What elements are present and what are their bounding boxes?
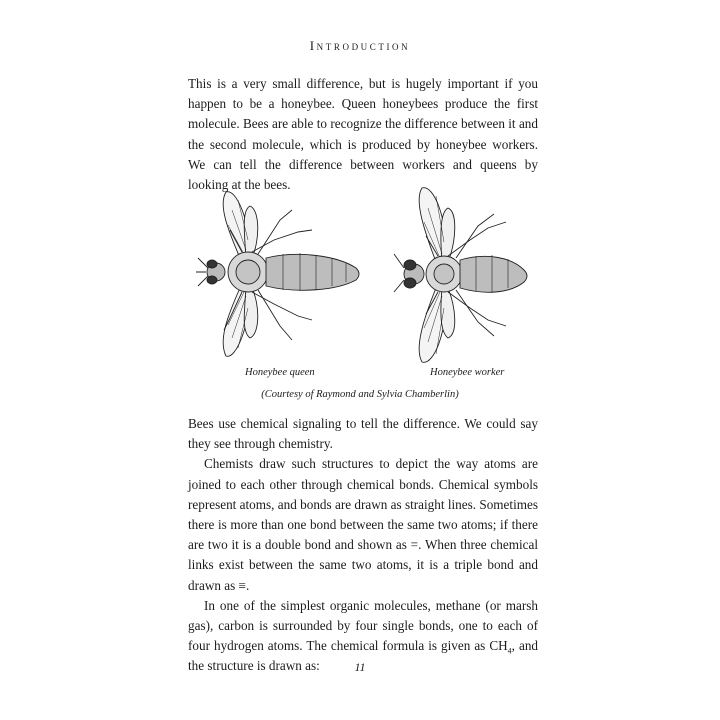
worker-bee-drawing [394, 188, 527, 363]
paragraph-3: Chemists draw such structures to depict the way atoms are joined to each other through chemical bonds. Chemical symbols represent atoms, and bonds are drawn as straight lines. Sometimes there is more than one bond between the same two atoms; if there are two it is a double bond and shown as =. When three chemical links exist between the same two atoms, it is a triple bond and drawn as ≡. [188, 456, 538, 593]
queen-bee-drawing [196, 192, 359, 357]
figure-credit: (Courtesy of Raymond and Sylvia Chamberlin) [261, 389, 459, 400]
paragraphs-body [188, 414, 538, 677]
caption-queen: Honeybee queen [245, 367, 315, 378]
page-number: 11 [354, 660, 366, 674]
running-head [0, 38, 720, 54]
bee-drawings [188, 180, 538, 380]
paragraph-4-start: In one of the simplest organic molecules, methane (or marsh gas), carbon is surrounded by four single bonds, one to each of four hydrogen atoms. The chemical formula is given as CH [188, 597, 538, 654]
paragraph-2: Bees use chemical signaling to tell the difference. We could say they see through chemistry. [188, 416, 538, 452]
methane-subscript: 4 [507, 646, 512, 656]
paragraph-intro [188, 74, 538, 195]
paragraph-1: This is a very small difference, but is hugely important if you happen to be a honeybee. Queen honeybees produce the first molecule. Bees are able to recognize the difference between it and the second molecule, which is produced by honeybee workers. We can tell the difference between workers and queens by looking at the bees. [188, 76, 538, 193]
running-head-text: Introduction [309, 38, 411, 53]
bee-illustration [188, 180, 538, 380]
paragraph-4-end: , and the structure is drawn as: [188, 638, 539, 674]
caption-worker: Honeybee worker [430, 367, 505, 378]
